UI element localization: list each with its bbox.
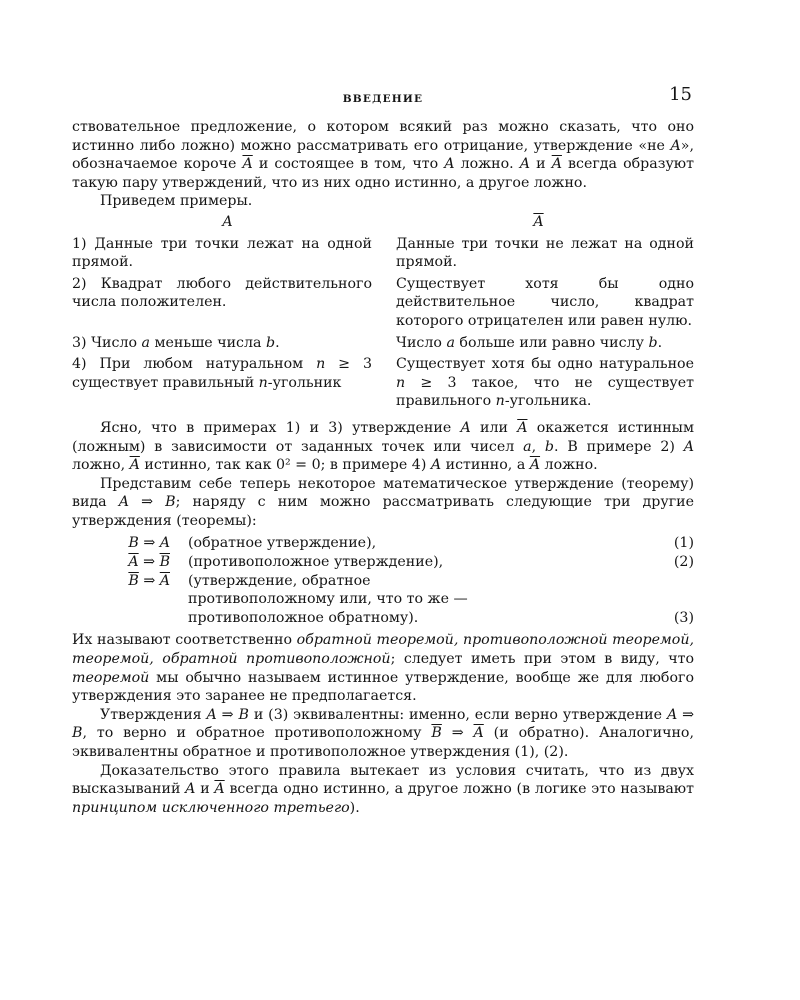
example-row [72,334,694,353]
statement-contrapositive [72,572,694,628]
paragraph-equivalence: Утверждения A ⇒ B и (3) эквивалентны: именно, если верно утверждение A ⇒ B, то верно и обратное противоположному $\overline{B}$ ⇒ $\overline{A}$ (и обратно). Аналогично, эквивалентны обратное и противоположное утверждения (1), (2). [72,706,694,760]
statement-description: (противоположное утверждение), [188,554,444,571]
example-negation: Существует хотя бы одно натуральное n ≥ 3 такое, что не существует правильного n-угольника. [396,356,694,410]
paragraph-proof: Доказательство этого правила вытекает из условия считать, что из двух высказываний A и $\overline{A}$ всегда одно истинно, а другое ложно (в логике это называют принципом исключенного третьего). [72,762,694,816]
example-statement: 3) Число a меньше числа b. [72,334,280,351]
example-row [72,275,694,331]
statement-formula: $\overline{B}$ ⇒ $\overline{A}$ [128,572,170,589]
statement-converse [72,534,694,553]
column-head-A-bar: $\overline{A}$ [533,213,544,230]
examples-intro: Приведем примеры. [100,193,253,210]
page-number: 15 [669,84,692,105]
paragraph-theorem: Представим себе теперь некоторое математическое утверждение (теорему) вида A ⇒ B; наряду с ним можно рассматривать следующие три другие утверждения (теоремы): [72,475,694,529]
running-title: ВВЕДЕНИЕ [342,93,424,105]
example-negation: Данные три точки не лежат на одной прямой. [396,235,694,271]
statement-formula: B ⇒ A [128,535,170,552]
statement-inverse [72,553,694,572]
example-negation: Число a больше или равно числу b. [396,334,663,351]
example-row [72,235,694,272]
example-statement: 1) Данные три точки лежат на одной прямой. [72,235,372,271]
statement-description: (обратное утверждение), [188,535,377,552]
paragraph-names: Их называют соответственно обратной теоремой, противоположной теоремой, теоремой, обратной противоположной; следует иметь при этом в виду, что теоремой мы обычно называем истинное утверждение, вообще же для любого утверждения это заранее не предполагается. [72,632,694,705]
column-head-A: A [222,213,233,230]
statement-formula: $\overline{A}$ ⇒ $\overline{B}$ [128,554,170,571]
equation-number: (2) [673,554,694,571]
example-statement: 2) Квадрат любого действительного числа положителен. [72,275,372,311]
equation-number: (1) [673,535,694,552]
page-header [72,86,694,110]
paragraph-negation: ствовательное предложение, о котором всякий раз можно сказать, что оно истинно либо ложно) можно рассматривать его отрицание, утверждение «не A», обозначаемое короче $\overline{A}$ и состоящее в том, что A ложно. A и $\overline{A}$ всегда образуют такую пару утверждений, что из них одно истинно, а другое ложно. [72,119,694,191]
book-page [72,86,694,817]
statement-list [72,534,694,627]
example-statement: 4) При любом натуральном n ≥ 3 существует правильный n-угольник [72,356,373,391]
example-row [72,355,694,411]
statement-description: (утверждение, обратное противоположному или, что то же — противоположное обратному). [188,572,468,626]
paragraph-examples-analysis: Ясно, что в примерах 1) и 3) утверждение A или $\overline{A}$ окажется истинным (ложным) в зависимости от заданных точек или чисел a, b. В примере 2) A ложно, $\overline{A}$ истинно, так как 0² = 0; в примере 4) A истинно, а $\overline{A}$ ложно. [72,419,695,474]
equation-number: (3) [673,609,694,626]
examples-column-headers [72,213,694,232]
example-negation: Существует хотя бы одно действительное число, квадрат которого отрицателен или равен нулю. [396,275,694,329]
